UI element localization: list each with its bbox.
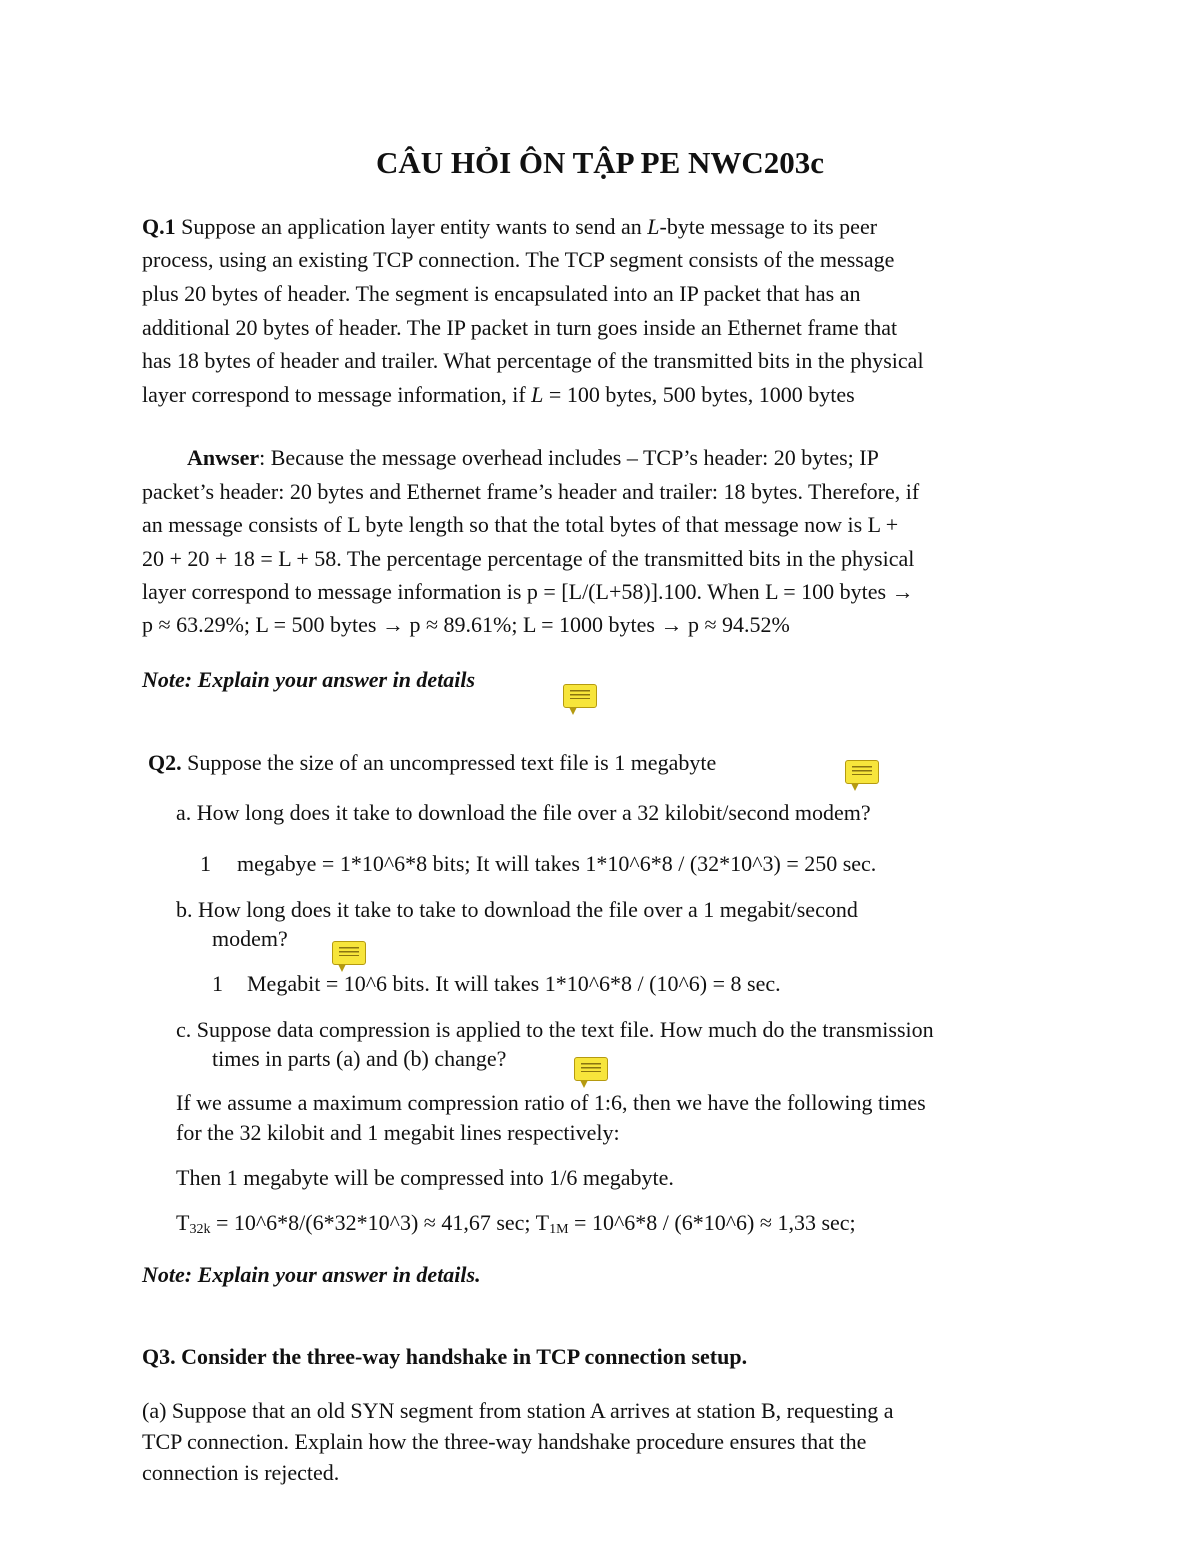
q3-heading: Q3. Consider the three-way handshake in TCP connection setup.	[142, 1344, 748, 1369]
note-2: Note: Explain your answer in details.	[142, 1262, 481, 1287]
q2-c-answer-2: for the 32 kilobit and 1 megabit lines respectively:	[176, 1120, 620, 1145]
answer-label: Anwser	[187, 445, 260, 470]
q1-line-1: Q.1 Suppose an application layer entity wants to send an L-byte message to its peer	[142, 214, 878, 239]
q1-line-5: has 18 bytes of header and trailer. What percentage of the transmitted bits in the physical	[142, 348, 924, 373]
q2-c-answer-3: Then 1 megabyte will be compressed into 1/6 megabyte.	[176, 1165, 674, 1190]
comment-icon[interactable]	[332, 941, 366, 965]
q2-a-answer: megabye = 1*10^6*8 bits; It will takes 1*10^6*8 / (32*10^3) = 250 sec.	[237, 851, 877, 876]
q2-part-b-line-2: modem?	[212, 926, 288, 951]
q2-b-answer: Megabit = 10^6 bits. It will takes 1*10^6*8 / (10^6) = 8 sec.	[247, 971, 781, 996]
answer1-line-4: 20 + 20 + 18 = L + 58. The percentage percentage of the transmitted bits in the physical	[142, 546, 915, 571]
q1-line-3: plus 20 bytes of header. The segment is encapsulated into an IP packet that has an	[142, 281, 861, 306]
q2-c-formula: $T_{32k}$ = 10^6*8/(6*32*10^3) ≈ 41,67 sec; $T_{1M}$ = 10^6*8 / (6*10^6) ≈ 1,33 sec;	[176, 1210, 856, 1237]
q3-line-3: connection is rejected.	[142, 1460, 340, 1485]
q2-label: Q2.	[148, 750, 182, 775]
note-1: Note: Explain your answer in details	[142, 667, 476, 692]
q2-part-b-line-1: b. How long does it take to take to download the file over a 1 megabit/second	[176, 897, 858, 922]
q2-a-number: 1	[200, 851, 211, 876]
q2-c-answer-1: If we assume a maximum compression ratio of 1:6, then we have the following times	[176, 1090, 926, 1115]
q1-line-4: additional 20 bytes of header. The IP packet in turn goes inside an Ethernet frame that	[142, 315, 898, 340]
q2-part-c-line-1: c. Suppose data compression is applied to the text file. How much do the transmission	[176, 1017, 934, 1042]
comment-icon[interactable]	[574, 1057, 608, 1081]
q3-line-2: TCP connection. Explain how the three-way handshake procedure ensures that the	[142, 1429, 867, 1454]
q1-label: Q.1	[142, 214, 176, 239]
q1-line-2: process, using an existing TCP connection. The TCP segment consists of the message	[142, 247, 895, 272]
answer1-line-6: p ≈ 63.29%; L = 500 bytes → p ≈ 89.61%; L = 1000 bytes → p ≈ 94.52%	[142, 612, 790, 637]
answer1-line-1: Anwser: Because the message overhead includes – TCP’s header: 20 bytes; IP	[187, 445, 879, 470]
q2-part-c-line-2: times in parts (a) and (b) change?	[212, 1046, 507, 1071]
answer1-line-3: an message consists of L byte length so that the total bytes of that message now is L +	[142, 512, 899, 537]
page-title: CÂU HỎI ÔN TẬP PE NWC203c	[375, 145, 825, 180]
answer1-line-5: layer correspond to message information is p = [L/(L+58)].100. When L = 100 bytes →	[142, 579, 914, 604]
comment-icon[interactable]	[563, 684, 597, 708]
q3-line-1: (a) Suppose that an old SYN segment from station A arrives at station B, requesting a	[142, 1398, 894, 1423]
q2-part-a: a. How long does it take to download the file over a 32 kilobit/second modem?	[176, 800, 871, 825]
answer1-line-2: packet’s header: 20 bytes and Ethernet frame’s header and trailer: 18 bytes. Therefore, if	[142, 479, 920, 504]
q2-line-1: Q2. Suppose the size of an uncompressed text file is 1 megabyte	[148, 750, 717, 775]
q1-line-6: layer correspond to message information, if L = 100 bytes, 500 bytes, 1000 bytes	[142, 382, 855, 407]
comment-icon[interactable]	[845, 760, 879, 784]
q2-b-number: 1	[212, 971, 223, 996]
